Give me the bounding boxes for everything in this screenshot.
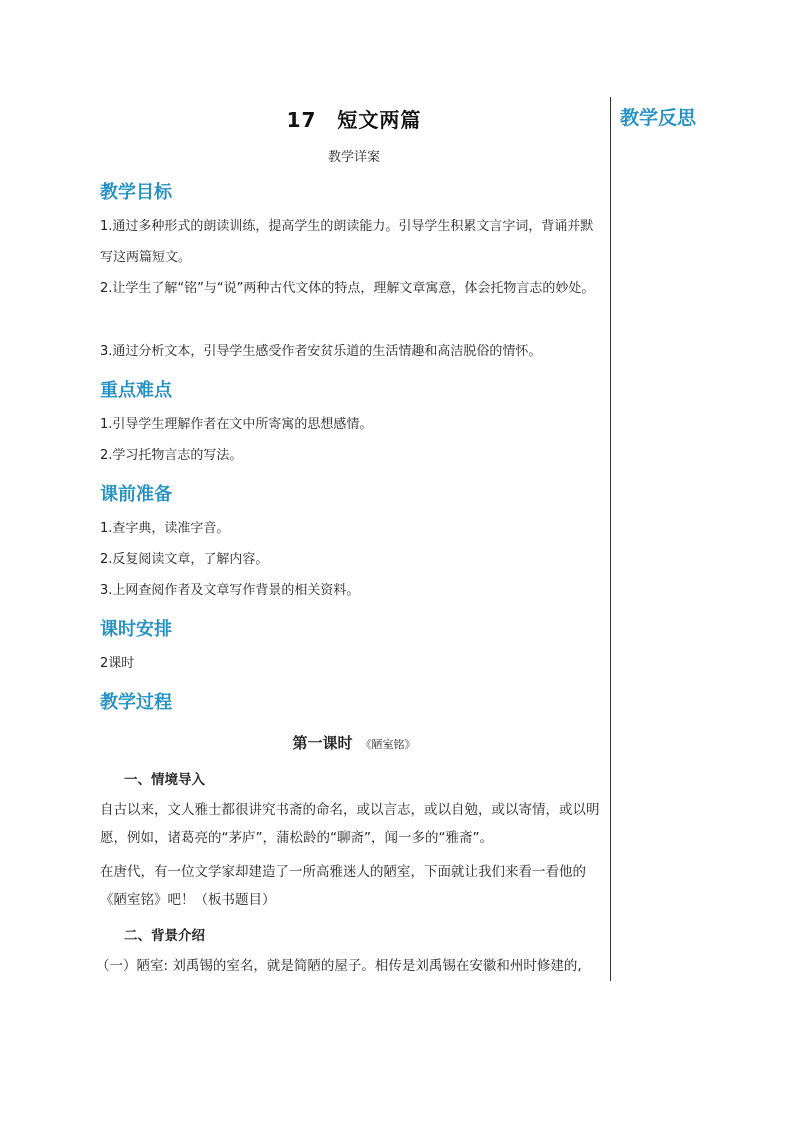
prep-item-2: 2.反复阅读文章，了解内容。 — [100, 552, 269, 567]
column-divider — [610, 97, 611, 981]
reflection-heading: 教学反思 — [620, 107, 697, 129]
prep-item-1: 1.查字典，读准字音。 — [100, 521, 230, 536]
lesson-note: 《陋室铭》 — [360, 738, 416, 751]
key-item-1: 1.引导学生理解作者在文中所寄寓的思想感情。 — [100, 417, 373, 432]
goal-item-3: 3.通过分析文本，引导学生感受作者安贫乐道的生活情趣和高洁脱俗的情怀。 — [100, 344, 542, 359]
goal-item-2: 2.让学生了解“铭”与“说”两种古代文体的特点，理解文章寓意，体会托物言志的妙处。 — [100, 281, 595, 296]
lesson-title-text: 第一课时 — [292, 734, 353, 752]
part1-paragraph-2: 在唐代，有一位文学家却建造了一所高雅迷人的陋室，下面就让我们来看一看他的《陋室铭》吧！（板书题目） — [100, 864, 586, 908]
goal-item-1: 1.通过多种形式的朗读训练，提高学生的朗读能力。引导学生积累文言字词，背诵并默写这两篇短文。 — [100, 219, 594, 265]
key-item-2: 2.学习托物言志的写法。 — [100, 448, 243, 463]
part2-title: 二、背景介绍 — [124, 928, 205, 944]
part2-paragraph-1: （一）陋室: 刘禹锡的室名，就是简陋的屋子。相传是刘禹锡在安徽和州时修建的, — [96, 958, 582, 974]
lesson-title — [100, 732, 608, 753]
goals-heading: 教学目标 — [100, 182, 172, 203]
part1-title: 一、情境导入 — [124, 772, 205, 788]
prep-item-3: 3.上网查阅作者及文章写作背景的相关资料。 — [100, 583, 360, 598]
schedule-text: 2课时 — [100, 656, 135, 671]
prep-heading: 课前准备 — [100, 484, 172, 505]
process-heading: 教学过程 — [100, 692, 172, 713]
schedule-heading: 课时安排 — [100, 619, 172, 640]
page-title: 17 短文两篇 — [286, 108, 422, 132]
key-heading: 重点难点 — [100, 380, 172, 401]
part1-paragraph-1: 自古以来，文人雅士都很讲究书斋的命名，或以言志，或以自勉，或以寄情，或以明愿，例如，诸葛亮的“茅庐”，蒲松龄的“聊斋”，闻一多的“雅斋”。 — [100, 802, 600, 846]
page-subtitle: 教学详案 — [327, 150, 380, 165]
